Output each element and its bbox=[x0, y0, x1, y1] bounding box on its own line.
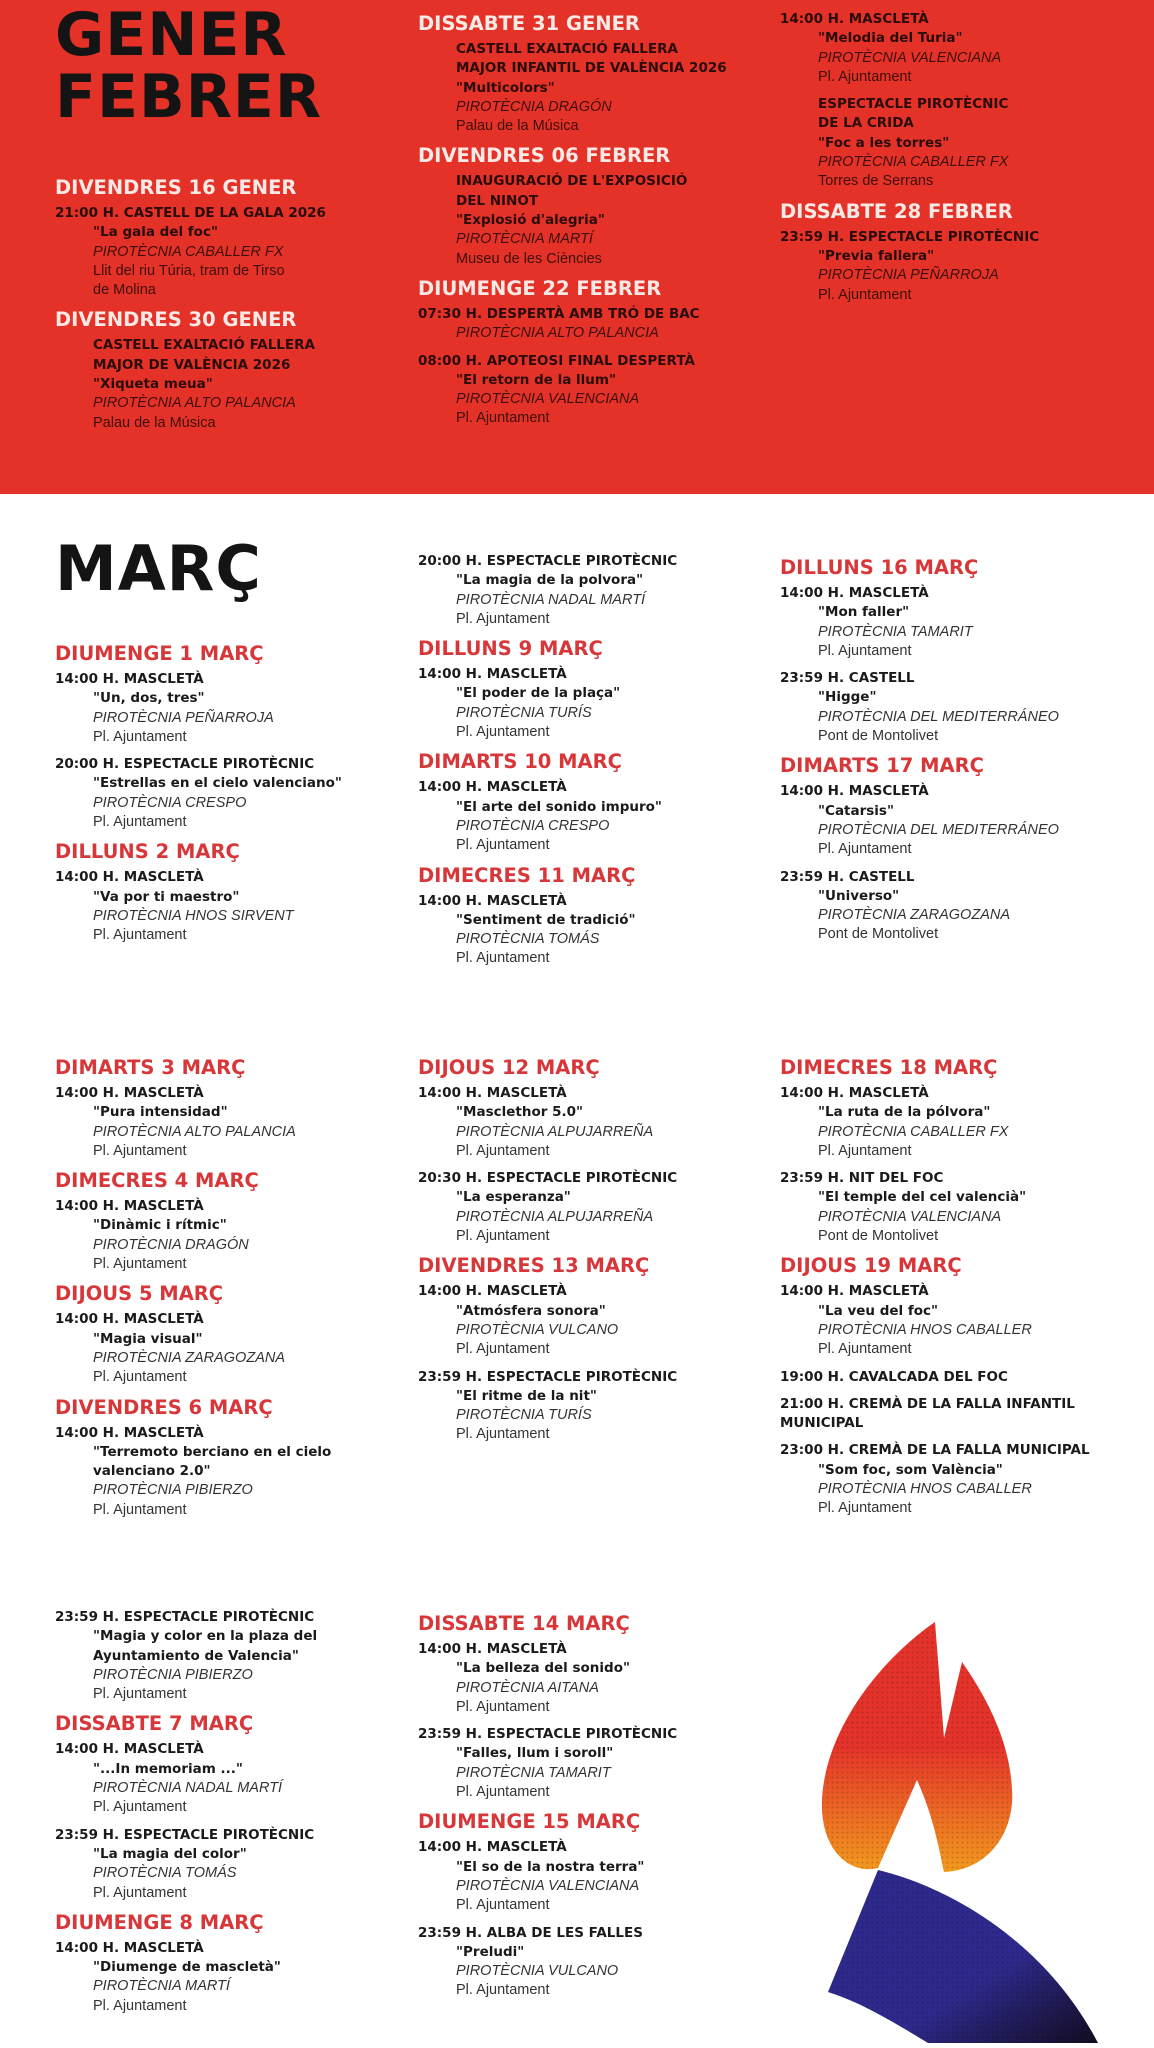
day-heading: DIVENDRES 6 MARÇ bbox=[55, 1395, 273, 1419]
event-location: Pl. Ajuntament bbox=[93, 728, 187, 745]
event-pyrotechnics: PIROTÈCNIA DRAGÓN bbox=[93, 1236, 249, 1253]
day-heading: DIMECRES 18 MARÇ bbox=[780, 1056, 998, 1079]
event-location: Pl. Ajuntament bbox=[456, 724, 550, 741]
event-show-name: "Som foc, som València" bbox=[818, 1461, 1003, 1478]
event-item bbox=[55, 1424, 395, 1520]
column bbox=[780, 10, 1140, 313]
event-location: Pl. Ajuntament bbox=[456, 950, 550, 967]
day-block bbox=[55, 1396, 395, 1520]
event-show-name: "...In memoriam ..." bbox=[93, 1760, 243, 1777]
day-heading: DISSABTE 14 MARÇ bbox=[418, 1612, 630, 1635]
event-pyrotechnics: PIROTÈCNIA NADAL MARTÍ bbox=[93, 1780, 283, 1797]
event-location: Pl. Ajuntament bbox=[818, 642, 912, 659]
event-item bbox=[55, 755, 395, 832]
event-title: 23:59 H. NIT DEL FOC bbox=[780, 1170, 944, 1187]
day-block bbox=[55, 840, 395, 945]
event-location: Pl. Ajuntament bbox=[93, 1142, 187, 1159]
event-location: Pl. Ajuntament bbox=[456, 1142, 550, 1159]
event-title: 23:59 H. ESPECTACLE PIROTÈCNIC bbox=[418, 1368, 678, 1385]
day-heading: DIMARTS 17 MARÇ bbox=[780, 754, 984, 778]
event-show-name: "La belleza del sonido" bbox=[456, 1660, 631, 1677]
event-location: Pl. Ajuntament bbox=[818, 1142, 912, 1159]
event-item bbox=[55, 1310, 395, 1387]
event-pyrotechnics: PIROTÈCNIA ZARAGOZANA bbox=[93, 1349, 286, 1366]
event-pyrotechnics: PIROTÈCNIA VALENCIANA bbox=[818, 1208, 1002, 1225]
event-title: 14:00 H. MASCLETÀ bbox=[55, 671, 204, 687]
title-gener: GENER bbox=[55, 0, 288, 70]
event-show-name: "Explosió d'alegria" bbox=[456, 212, 605, 229]
event-title: 23:59 H. ESPECTACLE PIROTÈCNIC bbox=[780, 228, 1040, 245]
day-heading: DISSABTE 7 MARÇ bbox=[55, 1712, 254, 1736]
event-location: Pont de Montolivet bbox=[818, 1228, 939, 1245]
day-block bbox=[780, 556, 1140, 746]
event-pyrotechnics: PIROTÈCNIA TOMÁS bbox=[93, 1865, 237, 1882]
event-pyrotechnics: PIROTÈCNIA HNOS CABALLER bbox=[818, 1481, 1032, 1498]
event-item bbox=[55, 868, 395, 945]
event-pyrotechnics: PIROTÈCNIA ALTO PALANCIA bbox=[456, 325, 659, 342]
event-show-name: "Mon faller" bbox=[818, 604, 910, 621]
event-location: Pl. Ajuntament bbox=[93, 1997, 187, 2014]
event-location: Pl. Ajuntament bbox=[93, 1256, 187, 1273]
event-title: 14:00 H. MASCLETÀ bbox=[55, 1311, 204, 1328]
day-heading: DIVENDRES 06 FEBRER bbox=[418, 144, 671, 168]
day-heading: DIVENDRES 30 GENER bbox=[55, 308, 297, 332]
event-item bbox=[418, 1725, 758, 1802]
event-item bbox=[55, 1197, 395, 1274]
event-pyrotechnics: PIROTÈCNIA DEL MEDITERRÁNEO bbox=[818, 708, 1059, 725]
event-item bbox=[418, 665, 758, 742]
event-pyrotechnics: PIROTÈCNIA PEÑARROJA bbox=[818, 267, 999, 284]
event-title: 21:00 H. CREMÀ DE LA FALLA INFANTIL bbox=[780, 1395, 1075, 1412]
column bbox=[780, 556, 1140, 953]
day-block bbox=[55, 1169, 395, 1274]
day-block bbox=[55, 1712, 395, 1902]
month-title-gener-febrer bbox=[55, 0, 323, 132]
event-show-name: "Estrellas en el cielo valenciano" bbox=[93, 775, 342, 792]
day-heading: DISSABTE 28 FEBRER bbox=[780, 199, 1013, 223]
day-block bbox=[55, 176, 385, 300]
event-pyrotechnics: PIROTÈCNIA VALENCIANA bbox=[456, 391, 640, 408]
event-title-line2: MAJOR INFANTIL DE VALÈNCIA 2026 bbox=[456, 60, 727, 77]
event-show-name: "Masclethor 5.0" bbox=[456, 1104, 584, 1121]
event-title: 07:30 H. DESPERTÀ AMB TRÓ DE BAC bbox=[418, 305, 700, 322]
event-item bbox=[55, 1740, 395, 1817]
event-show-name: "Magia visual" bbox=[93, 1330, 203, 1347]
event-title: 14:00 H. MASCLETÀ bbox=[55, 1424, 204, 1441]
event-item bbox=[418, 892, 758, 969]
column bbox=[418, 12, 758, 437]
event-show-name: "Terremoto berciano en el cielo bbox=[93, 1443, 332, 1460]
event-show-name: "Dinàmic i rítmic" bbox=[93, 1217, 227, 1234]
event-location: Pl. Ajuntament bbox=[456, 1784, 550, 1801]
event-title: CASTELL EXALTACIÓ FALLERA bbox=[456, 41, 678, 57]
day-block bbox=[55, 1911, 395, 2016]
event-item bbox=[780, 1169, 1140, 1246]
event-pyrotechnics: PIROTÈCNIA CRESPO bbox=[93, 794, 247, 811]
event-item bbox=[55, 204, 385, 300]
event-title: 14:00 H. MASCLETÀ bbox=[418, 1839, 567, 1856]
day-block bbox=[418, 1810, 758, 2000]
event-item bbox=[418, 1838, 758, 1915]
day-heading: DIMARTS 10 MARÇ bbox=[418, 750, 622, 774]
column bbox=[418, 552, 758, 977]
event-show-name: "Falles, llum i soroll" bbox=[456, 1745, 614, 1762]
event-title: ESPECTACLE PIROTÈCNIC bbox=[818, 96, 1009, 113]
event-item bbox=[418, 1368, 758, 1445]
event-title: 14:00 H. MASCLETÀ bbox=[418, 892, 567, 909]
event-item bbox=[55, 1608, 395, 1704]
event-pyrotechnics: PIROTÈCNIA CABALLER FX bbox=[818, 1123, 1009, 1140]
event-item bbox=[780, 95, 1140, 191]
event-location: Llit del riu Túria, tram de Tirso bbox=[93, 262, 285, 279]
event-item bbox=[780, 1441, 1140, 1518]
day-block bbox=[418, 637, 758, 742]
event-pyrotechnics: PIROTÈCNIA ZARAGOZANA bbox=[818, 907, 1011, 924]
event-pyrotechnics: PIROTÈCNIA TAMARIT bbox=[456, 1764, 611, 1781]
day-heading: DIMECRES 11 MARÇ bbox=[418, 863, 636, 887]
day-heading: DIMARTS 3 MARÇ bbox=[55, 1056, 246, 1079]
event-title: 14:00 H. MASCLETÀ bbox=[418, 1283, 567, 1300]
event-pyrotechnics: PIROTÈCNIA ALPUJARREÑA bbox=[456, 1123, 654, 1140]
event-location: Pl. Ajuntament bbox=[818, 68, 912, 85]
event-pyrotechnics: PIROTÈCNIA CABALLER FX bbox=[818, 154, 1009, 171]
event-title: 14:00 H. MASCLETÀ bbox=[780, 11, 929, 27]
event-show-name: "Atmósfera sonora" bbox=[456, 1302, 606, 1319]
event-item bbox=[780, 10, 1140, 87]
event-pyrotechnics: PIROTÈCNIA DEL MEDITERRÁNEO bbox=[818, 821, 1059, 838]
event-show-name: "El poder de la plaça" bbox=[456, 685, 621, 702]
event-item bbox=[780, 1282, 1140, 1359]
event-pyrotechnics: PIROTÈCNIA VULCANO bbox=[456, 1963, 619, 1980]
day-block bbox=[418, 1056, 758, 1246]
event-item bbox=[55, 670, 395, 747]
event-location: Pl. Ajuntament bbox=[456, 837, 550, 854]
event-show-name: "Universo" bbox=[818, 887, 900, 904]
event-location: Pl. Ajuntament bbox=[818, 1341, 912, 1358]
event-title: 19:00 H. CAVALCADA DEL FOC bbox=[780, 1368, 1008, 1385]
column bbox=[780, 1056, 1140, 1527]
event-item bbox=[418, 552, 758, 629]
event-show-name: "El so de la nostra terra" bbox=[456, 1858, 645, 1875]
event-location: Palau de la Música bbox=[93, 414, 216, 431]
event-pyrotechnics: PIROTÈCNIA HNOS SIRVENT bbox=[93, 907, 294, 924]
event-item bbox=[418, 778, 758, 855]
event-title-line2: DEL NINOT bbox=[456, 192, 539, 209]
event-title: INAUGURACIÓ DE L'EXPOSICIÓ bbox=[456, 173, 688, 190]
event-show-name: "La ruta de la pólvora" bbox=[818, 1104, 991, 1121]
event-title: 14:00 H. MASCLETÀ bbox=[780, 585, 929, 601]
event-show-name: "Higge" bbox=[818, 689, 877, 706]
day-heading: DIJOUS 19 MARÇ bbox=[780, 1254, 962, 1278]
day-block bbox=[418, 277, 758, 429]
event-title: 23:59 H. ALBA DE LES FALLES bbox=[418, 1924, 643, 1941]
event-show-name: "Sentiment de tradició" bbox=[456, 911, 636, 928]
event-location: Museu de les Ciències bbox=[456, 250, 602, 267]
event-item bbox=[418, 305, 758, 344]
event-title: 21:00 H. CASTELL DE LA GALA 2026 bbox=[55, 205, 326, 221]
event-title-line2: MAJOR DE VALÈNCIA 2026 bbox=[93, 356, 291, 373]
day-block bbox=[780, 1056, 1140, 1246]
event-location: Torres de Serrans bbox=[818, 173, 934, 190]
event-title: 14:00 H. MASCLETÀ bbox=[55, 1085, 204, 1101]
event-show-name: "La gala del foc" bbox=[93, 224, 218, 241]
event-location: Pl. Ajuntament bbox=[456, 610, 550, 627]
event-show-name: "Pura intensidad" bbox=[93, 1104, 228, 1121]
column bbox=[55, 642, 395, 954]
event-title: 14:00 H. MASCLETÀ bbox=[780, 1283, 929, 1300]
event-title-line2: MUNICIPAL bbox=[780, 1415, 864, 1432]
event-pyrotechnics: PIROTÈCNIA AITANA bbox=[456, 1679, 599, 1696]
event-pyrotechnics: PIROTÈCNIA ALPUJARREÑA bbox=[456, 1208, 654, 1225]
event-show-name: "Preludi" bbox=[456, 1943, 525, 1960]
event-pyrotechnics: PIROTÈCNIA VALENCIANA bbox=[818, 49, 1002, 66]
day-block bbox=[418, 1612, 758, 1802]
day-block bbox=[780, 200, 1140, 305]
event-item bbox=[780, 868, 1140, 945]
event-item bbox=[418, 40, 758, 136]
event-location: Pl. Ajuntament bbox=[93, 927, 187, 944]
column bbox=[55, 176, 385, 441]
event-item bbox=[418, 172, 758, 268]
event-title: 14:00 H. MASCLETÀ bbox=[55, 1198, 204, 1215]
event-item bbox=[780, 228, 1140, 305]
event-location: Pl. Ajuntament bbox=[93, 1369, 187, 1386]
event-location: Pl. Ajuntament bbox=[456, 1698, 550, 1715]
day-heading: DILLUNS 16 MARÇ bbox=[780, 556, 979, 579]
event-location: Pl. Ajuntament bbox=[456, 1228, 550, 1245]
event-pyrotechnics: PIROTÈCNIA TURÍS bbox=[456, 1407, 592, 1424]
day-block bbox=[55, 1282, 395, 1387]
event-show-name: "El arte del sonido impuro" bbox=[456, 798, 662, 815]
day-block bbox=[55, 642, 395, 832]
event-title: 14:00 H. MASCLETÀ bbox=[418, 779, 567, 796]
day-heading: DILLUNS 9 MARÇ bbox=[418, 637, 603, 661]
event-item bbox=[55, 336, 385, 432]
column bbox=[418, 1056, 758, 1453]
event-location: Pl. Ajuntament bbox=[93, 814, 187, 831]
event-pyrotechnics: PIROTÈCNIA VALENCIANA bbox=[456, 1877, 640, 1894]
event-location: Pl. Ajuntament bbox=[93, 1799, 187, 1816]
event-location: Pl. Ajuntament bbox=[93, 1884, 187, 1901]
event-show-name: "La esperanza" bbox=[456, 1189, 571, 1206]
event-item bbox=[780, 584, 1140, 661]
event-pyrotechnics: PIROTÈCNIA TAMARIT bbox=[818, 623, 973, 640]
event-show-name: "La veu del foc" bbox=[818, 1302, 939, 1319]
event-show-name: "Foc a les torres" bbox=[818, 134, 950, 151]
event-item bbox=[418, 352, 758, 429]
event-pyrotechnics: PIROTÈCNIA MARTÍ bbox=[93, 1978, 230, 1995]
day-block bbox=[418, 864, 758, 969]
event-show-name: "Diumenge de mascletà" bbox=[93, 1959, 281, 1976]
event-title: 14:00 H. MASCLETÀ bbox=[55, 1939, 204, 1956]
event-location: Pl. Ajuntament bbox=[818, 286, 912, 303]
day-block bbox=[418, 750, 758, 855]
event-item bbox=[55, 1084, 395, 1161]
event-pyrotechnics: PIROTÈCNIA PIBIERZO bbox=[93, 1666, 253, 1683]
event-title: 14:00 H. MASCLETÀ bbox=[55, 869, 204, 886]
event-location: Pl. Ajuntament bbox=[456, 410, 550, 427]
gener-febrer-section bbox=[0, 0, 1154, 494]
event-title: CASTELL EXALTACIÓ FALLERA bbox=[93, 337, 315, 354]
event-title: 20:30 H. ESPECTACLE PIROTÈCNIC bbox=[418, 1170, 678, 1187]
event-show-name: "La magia de la polvora" bbox=[456, 572, 644, 589]
event-item bbox=[418, 1282, 758, 1359]
month-title-marc: MARÇ bbox=[55, 532, 262, 605]
event-item bbox=[780, 1084, 1140, 1161]
day-block bbox=[55, 308, 385, 432]
event-pyrotechnics: PIROTÈCNIA TOMÁS bbox=[456, 931, 600, 948]
event-title: 23:59 H. ESPECTACLE PIROTÈCNIC bbox=[55, 1609, 315, 1625]
event-title: 08:00 H. APOTEOSI FINAL DESPERTÀ bbox=[418, 352, 695, 369]
event-pyrotechnics: PIROTÈCNIA VULCANO bbox=[456, 1321, 619, 1338]
event-title-line2: DE LA CRIDA bbox=[818, 115, 914, 132]
event-location: Pl. Ajuntament bbox=[456, 1982, 550, 1999]
event-location: Pont de Montolivet bbox=[818, 926, 939, 943]
event-show-name-line2: valenciano 2.0" bbox=[93, 1463, 211, 1480]
event-title: 14:00 H. MASCLETÀ bbox=[418, 1085, 567, 1101]
event-title: 14:00 H. MASCLETÀ bbox=[780, 783, 929, 800]
day-heading: DIVENDRES 13 MARÇ bbox=[418, 1254, 650, 1278]
event-item bbox=[55, 1826, 395, 1903]
event-pyrotechnics: PIROTÈCNIA CABALLER FX bbox=[93, 243, 284, 260]
event-item bbox=[418, 1924, 758, 2001]
event-item bbox=[418, 1169, 758, 1246]
event-title: 23:00 H. CREMÀ DE LA FALLA MUNICIPAL bbox=[780, 1442, 1090, 1459]
event-pyrotechnics: PIROTÈCNIA PEÑARROJA bbox=[93, 709, 274, 726]
column bbox=[418, 1612, 758, 2009]
event-title: 14:00 H. MASCLETÀ bbox=[418, 1641, 567, 1657]
event-location: Pont de Montolivet bbox=[818, 728, 939, 745]
event-location: Palau de la Música bbox=[456, 118, 579, 135]
event-item bbox=[780, 1395, 1140, 1434]
event-pyrotechnics: PIROTÈCNIA PIBIERZO bbox=[93, 1482, 253, 1499]
event-pyrotechnics: PIROTÈCNIA MARTÍ bbox=[456, 231, 593, 248]
event-title: 20:00 H. ESPECTACLE PIROTÈCNIC bbox=[55, 756, 315, 773]
day-heading: DIUMENGE 1 MARÇ bbox=[55, 642, 264, 665]
event-item bbox=[55, 1939, 395, 2016]
event-location: Pl. Ajuntament bbox=[456, 1341, 550, 1358]
day-block bbox=[55, 1056, 395, 1161]
event-show-name: "Previa fallera" bbox=[818, 247, 935, 264]
event-pyrotechnics: PIROTÈCNIA CRESPO bbox=[456, 817, 610, 834]
event-location: Pl. Ajuntament bbox=[93, 1501, 187, 1518]
column bbox=[55, 1056, 395, 1528]
event-show-name: "Un, dos, tres" bbox=[93, 690, 205, 707]
event-show-name: "El retorn de la llum" bbox=[456, 371, 617, 388]
event-title: 23:59 H. ESPECTACLE PIROTÈCNIC bbox=[55, 1826, 315, 1843]
event-item bbox=[780, 669, 1140, 746]
event-location: Pl. Ajuntament bbox=[818, 1500, 912, 1517]
event-title: 20:00 H. ESPECTACLE PIROTÈCNIC bbox=[418, 553, 678, 569]
event-show-name: "El ritme de la nit" bbox=[456, 1387, 597, 1404]
day-heading: DILLUNS 2 MARÇ bbox=[55, 840, 240, 864]
day-block bbox=[418, 1254, 758, 1444]
event-title: 23:59 H. ESPECTACLE PIROTÈCNIC bbox=[418, 1726, 678, 1743]
day-block bbox=[780, 754, 1140, 944]
event-item bbox=[780, 1368, 1140, 1387]
event-title: 23:59 H. CASTELL bbox=[780, 670, 915, 687]
event-show-name: "Melodia del Turia" bbox=[818, 30, 963, 47]
day-block bbox=[418, 12, 758, 136]
event-show-name: "Va por ti maestro" bbox=[93, 888, 240, 905]
day-heading: DISSABTE 31 GENER bbox=[418, 12, 640, 35]
event-title: 14:00 H. MASCLETÀ bbox=[418, 666, 567, 683]
event-show-name: "Magia y color en la plaza del bbox=[93, 1628, 318, 1645]
event-pyrotechnics: PIROTÈCNIA TURÍS bbox=[456, 704, 592, 721]
event-item bbox=[418, 1640, 758, 1717]
event-title: 14:00 H. MASCLETÀ bbox=[55, 1741, 204, 1758]
event-title: 14:00 H. MASCLETÀ bbox=[780, 1085, 929, 1101]
day-heading: DIUMENGE 22 FEBRER bbox=[418, 276, 662, 300]
event-show-name: "La magia del color" bbox=[93, 1845, 247, 1862]
day-heading: DIUMENGE 15 MARÇ bbox=[418, 1810, 641, 1834]
event-location: Pl. Ajuntament bbox=[456, 1897, 550, 1914]
event-show-name: "Catarsis" bbox=[818, 802, 895, 819]
event-location: Pl. Ajuntament bbox=[456, 1426, 550, 1443]
day-heading: DIJOUS 5 MARÇ bbox=[55, 1282, 224, 1306]
column bbox=[55, 1608, 395, 2024]
day-heading: DIVENDRES 16 GENER bbox=[55, 176, 297, 199]
event-show-name: "El temple del cel valencià" bbox=[818, 1189, 1027, 1206]
event-item bbox=[418, 1084, 758, 1161]
event-pyrotechnics: PIROTÈCNIA DRAGÓN bbox=[456, 98, 612, 115]
event-pyrotechnics: PIROTÈCNIA HNOS CABALLER bbox=[818, 1321, 1032, 1338]
event-item bbox=[780, 782, 1140, 859]
day-heading: DIMECRES 4 MARÇ bbox=[55, 1169, 259, 1193]
event-pyrotechnics: PIROTÈCNIA NADAL MARTÍ bbox=[456, 591, 646, 608]
event-location: Pl. Ajuntament bbox=[818, 841, 912, 858]
day-heading: DIJOUS 12 MARÇ bbox=[418, 1056, 600, 1079]
flame-logo-icon bbox=[820, 1620, 1120, 2048]
event-location: Pl. Ajuntament bbox=[93, 1686, 187, 1703]
event-pyrotechnics: PIROTÈCNIA ALTO PALANCIA bbox=[93, 1123, 296, 1140]
event-pyrotechnics: PIROTÈCNIA ALTO PALANCIA bbox=[93, 395, 296, 412]
event-location-line2: de Molina bbox=[93, 282, 156, 299]
title-febrer: FEBRER bbox=[55, 62, 323, 132]
day-heading: DIUMENGE 8 MARÇ bbox=[55, 1910, 264, 1934]
day-block bbox=[418, 144, 758, 268]
event-show-name: "Multicolors" bbox=[456, 79, 555, 96]
day-block bbox=[780, 1254, 1140, 1518]
event-show-name: "Xiqueta meua" bbox=[93, 376, 213, 393]
event-show-name-line2: Ayuntamiento de Valencia" bbox=[93, 1647, 299, 1664]
event-title: 23:59 H. CASTELL bbox=[780, 868, 915, 885]
